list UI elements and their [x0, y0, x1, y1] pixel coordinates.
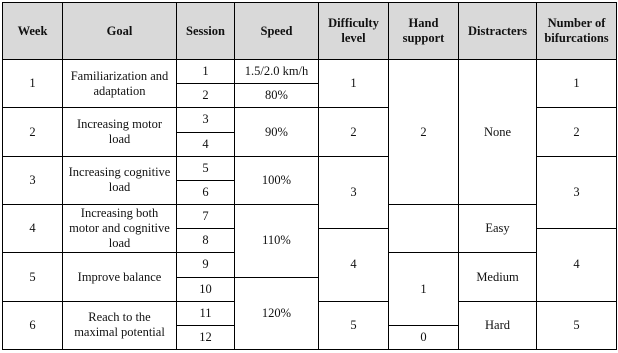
speed-cell: 80%	[235, 84, 319, 108]
header-session: Session	[177, 3, 235, 60]
table-row	[3, 60, 617, 84]
session-cell: 11	[177, 301, 235, 325]
session-cell: 9	[177, 253, 235, 277]
week-cell: 3	[3, 156, 63, 204]
goal-cell: Reach to the maximal potential	[63, 301, 177, 349]
session-cell: 3	[177, 108, 235, 132]
week-cell: 6	[3, 301, 63, 349]
week-cell: 4	[3, 205, 63, 253]
session-cell: 4	[177, 132, 235, 156]
goal-cell: Increasing both motor and cognitive load	[63, 205, 177, 253]
week-cell: 1	[3, 60, 63, 108]
header-number-of-bifurcations: Number of bifurcations	[537, 3, 617, 60]
bifurcations-cell: 4	[537, 229, 617, 302]
speed-cell: 110%	[235, 205, 319, 277]
goal-cell: Increasing motor load	[63, 108, 177, 156]
hand-support-cell	[389, 205, 459, 253]
session-cell: 2	[177, 84, 235, 108]
goal-cell: Familiarization and adaptation	[63, 60, 177, 108]
header-goal: Goal	[63, 3, 177, 60]
session-cell: 10	[177, 277, 235, 301]
difficulty-cell: 3	[319, 156, 389, 228]
week-cell: 5	[3, 253, 63, 301]
distracters-cell: Hard	[459, 301, 537, 349]
training-protocol-table	[2, 2, 617, 350]
difficulty-cell: 4	[319, 229, 389, 302]
header-hand-support: Hand support	[389, 3, 459, 60]
difficulty-cell: 5	[319, 301, 389, 349]
distracters-cell: Medium	[459, 253, 537, 301]
goal-cell: Increasing cognitive load	[63, 156, 177, 204]
week-cell: 2	[3, 108, 63, 156]
session-cell: 12	[177, 325, 235, 349]
session-cell: 6	[177, 180, 235, 204]
speed-cell: 120%	[235, 277, 319, 350]
table-container	[2, 2, 617, 350]
session-cell: 1	[177, 60, 235, 84]
hand-support-cell: 2	[389, 60, 459, 205]
header-row	[3, 3, 617, 60]
table-row	[3, 205, 617, 229]
difficulty-cell: 2	[319, 108, 389, 156]
bifurcations-cell: 5	[537, 301, 617, 349]
distracters-cell: None	[459, 60, 537, 205]
speed-cell: 1.5/2.0 km/h	[235, 60, 319, 84]
header-week: Week	[3, 3, 63, 60]
header-distracters: Distracters	[459, 3, 537, 60]
hand-support-cell: 1	[389, 253, 459, 326]
bifurcations-cell: 3	[537, 156, 617, 228]
goal-cell: Improve balance	[63, 253, 177, 301]
session-cell: 7	[177, 205, 235, 229]
header-speed: Speed	[235, 3, 319, 60]
header-difficulty-level: Difficulty level	[319, 3, 389, 60]
hand-support-cell: 0	[389, 325, 459, 349]
speed-cell: 100%	[235, 156, 319, 204]
distracters-cell: Easy	[459, 205, 537, 253]
bifurcations-cell: 1	[537, 60, 617, 108]
difficulty-cell: 1	[319, 60, 389, 108]
session-cell: 5	[177, 156, 235, 180]
speed-cell: 90%	[235, 108, 319, 156]
session-cell: 8	[177, 229, 235, 253]
bifurcations-cell: 2	[537, 108, 617, 156]
